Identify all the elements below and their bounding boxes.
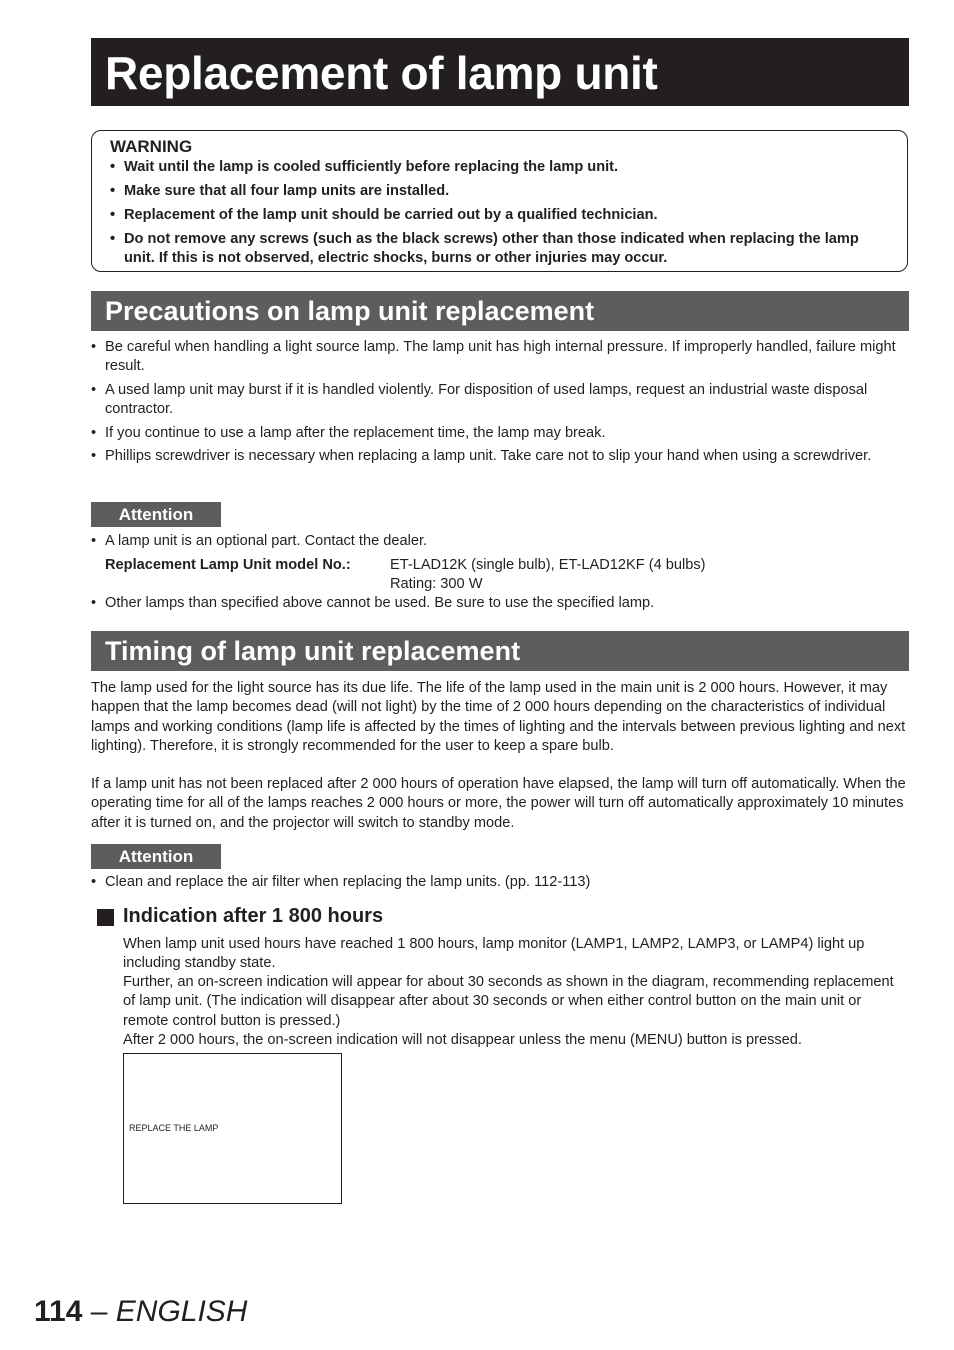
footer-language: ENGLISH	[115, 1295, 248, 1328]
page-footer	[34, 1294, 247, 1335]
precautions-list	[91, 338, 906, 470]
warning-item: • Replacement of the lamp unit should be carried out by a qualified technician.	[110, 206, 890, 225]
attention-label-text: Attention	[118, 505, 194, 524]
precaution-item: • A used lamp unit may burst if it is handled violently. For disposition of used lamps, request an industrial waste disposal contractor.	[91, 381, 906, 420]
indication-paragraph-1: When lamp unit used hours have reached 1 800 hours, lamp monitor (LAMP1, LAMP2, LAMP3, or LAMP4) light up including standby state.	[123, 936, 865, 972]
onscreen-indication-diagram	[123, 1053, 342, 1204]
attention-list-1b	[91, 594, 906, 617]
timing-heading: Timing of lamp unit replacement	[105, 636, 521, 666]
precautions-heading: Precautions on lamp unit replacement	[105, 296, 595, 326]
timing-paragraph-1: The lamp used for the light source has its due life. The life of the lamp used in the main unit is 2 000 hours. However, it may happen that the lamp becomes dead (will not light) by the time of 2 000 hours depending on the characteristics of individual lamps and working conditions (lamp life is affected by the times of lighting and the intervals between previous lighting and next lighting). Therefore, it is strongly recommended for the user to keep a spare bulb.	[91, 680, 906, 755]
indication-paragraph-2: Further, an on-screen indication will appear for about 30 seconds as shown in the diagram, recommending replacement of lamp unit. (The indication will disappear after about 30 seconds or when either control button on the main unit or remote control button is pressed.)	[123, 974, 894, 1029]
attention-item: • Other lamps than specified above cannot be used. Be sure to use the specified lamp.	[91, 594, 906, 613]
attention-label-2	[91, 844, 221, 869]
attention-item: • Clean and replace the air filter when replacing the lamp units. (pp. 112-113)	[91, 873, 906, 892]
warning-item: • Do not remove any screws (such as the black screws) other than those indicated when replacing the lamp unit. If this is not observed, electric shocks, burns or other injuries may occur.	[110, 230, 890, 268]
attention-label-1	[91, 502, 221, 527]
warning-item: • Make sure that all four lamp units are installed.	[110, 182, 890, 201]
precaution-item: • Phillips screwdriver is necessary when replacing a lamp unit. Take care not to slip your hand when using a screwdriver.	[91, 447, 906, 466]
timing-paragraph-2: If a lamp unit has not been replaced after 2 000 hours of operation have elapsed, the lamp will turn off automatically. When the operating time for all of the lamps reaches 2 000 hours or more, the power will turn off automatically approximately 10 minutes after it is turned on, and the projector will switch to standby mode.	[91, 776, 906, 831]
precaution-item: • Be careful when handling a light source lamp. The lamp unit has high internal pressure. If improperly handled, failure might result.	[91, 338, 906, 377]
warning-item: • Wait until the lamp is cooled sufficiently before replacing the lamp unit.	[110, 158, 890, 177]
warning-box	[91, 130, 908, 272]
timing-heading-bar	[91, 631, 909, 671]
warning-title: WARNING	[110, 137, 193, 156]
precautions-heading-bar	[91, 291, 909, 331]
rating-value: Rating: 300 W	[390, 576, 483, 592]
indication-paragraph-3: After 2 000 hours, the on-screen indication will not disappear unless the menu (MENU) button is pressed.	[123, 1032, 802, 1048]
warning-list	[110, 158, 890, 273]
page-number: 114	[34, 1295, 83, 1328]
page-title-bar	[91, 38, 909, 106]
model-value: ET-LAD12K (single bulb), ET-LAD12KF (4 bulbs)	[390, 557, 706, 573]
attention-item: • A lamp unit is an optional part. Contact the dealer.	[91, 532, 906, 551]
attention-list-2	[91, 873, 906, 896]
model-label: Replacement Lamp Unit model No.:	[105, 557, 351, 573]
footer-separator: –	[82, 1295, 116, 1328]
square-bullet-icon	[97, 909, 114, 926]
page-title: Replacement of lamp unit	[105, 47, 658, 99]
attention-list-1	[91, 532, 906, 555]
attention-label-text: Attention	[118, 847, 194, 866]
replace-lamp-message: REPLACE THE LAMP	[129, 1123, 219, 1133]
precaution-item: • If you continue to use a lamp after the replacement time, the lamp may break.	[91, 424, 906, 443]
indication-heading: Indication after 1 800 hours	[123, 905, 384, 927]
